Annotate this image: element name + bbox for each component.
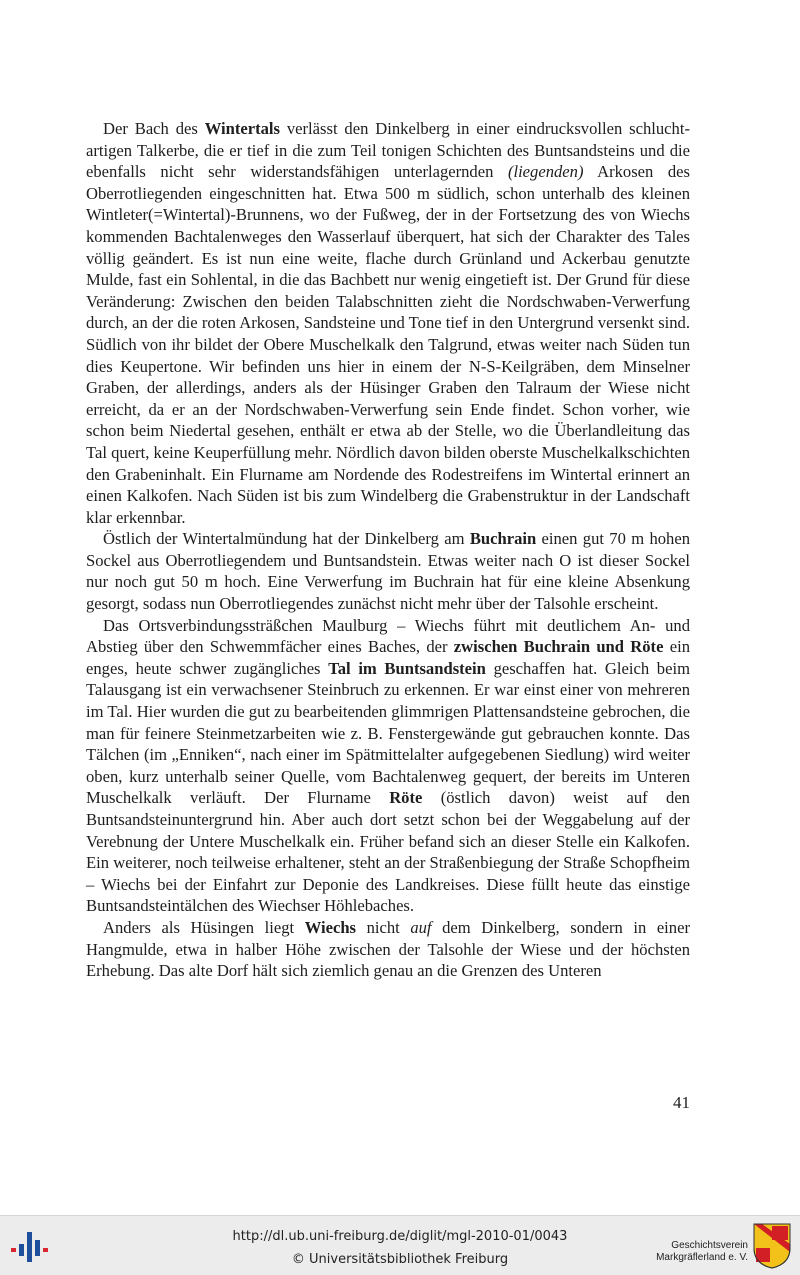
text-run: Arkosen des Oberrotliegenden eingeschnitten hat. Etwa 500 m südlich, schon unterhalb des kleinen Wintleter(=Wintertal)-Brunnens, wo der Fußweg, der in der Fortsetzung des von Wiechs kommenden Bachtalenweges den Wasserlauf überquert, hat sich der Charakter des Tales völlig geändert. Es ist nun eine weite, flache durch Grünland und Ackerbau genutzte Mulde, fast ein Sohlental, in die das Bachbett nur wenig eingetieft ist. Der Grund für diese Veränderung: Zwischen den beiden Talabschnitten zieht die Nordschwaben-Verwerfung durch, an der die roten Arkosen, Sandsteine und Tone tief in den Untergrund versenkt sind. Südlich von ihr bildet der Obere Muschelkalk den Talgrund, etwas weiter nach Süden tun dies Keupertone. Wir befinden uns hier in einem der N-S-Keilgräben, dem Minselner Graben, der allerdings, anders als der Hüsinger Graben den Talraum der Wiese nicht erreicht, da er an der Nordschwaben-Verwerfung sein Ende findet. Schon vorher, wie schon beim Niedertal gesehen, enthält er etwa ab der Stelle, wo die Überlandleitung das Tal quert, keine Keuperfüllung mehr. Nördlich davon bilden oberste Muschelkalkschichten den Grabeninhalt. Ein Flurname am Nordende des Rodestreifens im Wintertal erinnert an einen Kalkofen. Nach Süden ist bis zum Windelberg die Grabenstruktur in der Landschaft klar erkennbar.	[86, 162, 690, 527]
bold-term: zwischen Buchrain und Röte	[453, 637, 664, 657]
bold-term: Röte	[389, 788, 423, 808]
society-name	[624, 1240, 748, 1264]
ub-freiburg-logo-icon	[10, 1226, 52, 1266]
copyright-notice: © Universitätsbibliothek Freiburg	[291, 1252, 509, 1267]
text-run: Der Bach des	[103, 119, 205, 138]
document-url-link[interactable]: http://dl.ub.uni-freiburg.de/diglit/mgl-2010-01/0043	[232, 1229, 568, 1244]
text-run: verlässt den Dinkelberg in einer eindrucksvollen schluchtartigen Talkerbe, die er tief in die zum Teil tonigen Schichten des Buntsandsteins und die ebenfalls nicht sehr widerstandsfähigen unterlagernden	[86, 119, 690, 182]
italic-term: auf	[410, 917, 432, 937]
text-run: Anders als Hüsingen liegt	[103, 917, 305, 937]
bold-term: Tal im Buntsandstein	[328, 658, 486, 678]
text-run: Das Ortsverbindungssträßchen Maulburg – Wiechs führt mit deutlichem An- und Abstieg über den Schwemmfächer eines Baches, der	[86, 615, 690, 657]
viewer-footer	[0, 1215, 800, 1275]
text-run: (östlich davon) weist auf den Buntsandsteinuntergrund hin. Aber auch dort setzt schon bei der Weggabelung auf der Verebnung der Untere Muschelkalk ein. Früher befand sich an dieser Stelle ein Kalkofen. Ein weiterer, noch teilweise erhaltener, steht an der Straßenbiegung der Straße Schopfheim – Wiechs bei der Einfahrt zur Deponie des Landkreises. Diese füllt heute das einstige Buntsandsteintälchen des Wiechser Höhlebaches.	[86, 788, 690, 916]
body-text	[86, 118, 690, 982]
text-run: ein enges, heute schwer zugängliches	[86, 637, 690, 678]
paragraph	[86, 118, 690, 528]
society-name-line1: Geschichtsverein	[671, 1240, 748, 1251]
coat-of-arms-icon	[752, 1222, 792, 1270]
paragraph	[86, 615, 690, 917]
text-run: dem Dinkelberg, sondern in einer Hangmulde, etwa in halber Höhe zwischen der Talsohle der Wiese und der höchsten Erhebung. Das alte Dorf hält sich ziemlich genau an die Grenzen des Unteren	[86, 917, 690, 981]
paragraph	[86, 917, 690, 982]
bold-term: Wiechs	[304, 917, 357, 937]
text-run: nicht	[356, 917, 411, 937]
bold-term: Wintertals	[204, 119, 280, 138]
page-number: 41	[673, 1093, 690, 1112]
bold-term: Buchrain	[469, 529, 537, 549]
text-run: Östlich der Wintertalmündung hat der Dinkelberg am	[103, 529, 470, 549]
italic-term: (liegenden)	[507, 162, 584, 182]
text-run: geschaffen hat. Gleich beim Talausgang ist ein verwachsener Steinbruch zu erkennen. Er war einst einer von mehreren im Tal. Hier wurden die gut zu bearbeitenden glimmrigen Plattensandsteine gebrochen, die man für feinere Steinmetzarbeiten wie z. B. Fenstergewände gut gebrauchen konnte. Das Tälchen (im „Enniken“, nach einer im Spätmittelalter aufgegebenen Siedlung) wird weiter oben, kurz unterhalb seiner Quelle, vom Bachtalenweg gequert, der bereits im Unteren Muschelkalk verläuft. Der Flurname	[86, 658, 690, 808]
society-name-line2: Markgräflerland e. V.	[656, 1252, 748, 1263]
text-run: einen gut 70 m hohen Sockel aus Oberrotliegendem und Buntsandstein. Etwas weiter nach O ist dieser Sockel nur noch gut 50 m hoch. Eine Verwerfung im Buchrain hat für eine kleine Absenkung gesorgt, sodass nun Oberrotliegendes zunächst nicht mehr über der Talsohle erscheint.	[86, 529, 690, 614]
paragraph	[86, 528, 690, 614]
